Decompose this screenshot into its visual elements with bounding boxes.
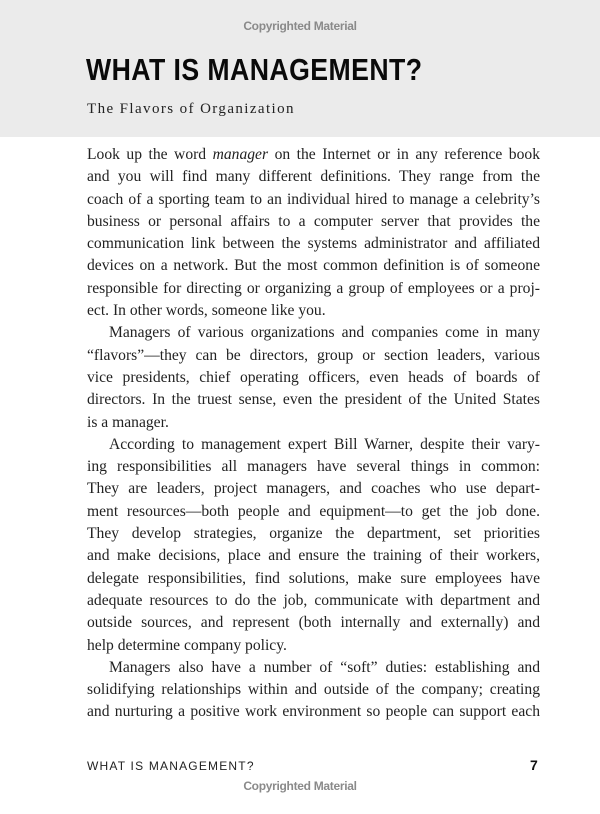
chapter-subtitle: The Flavors of Organization [87,101,295,117]
body-text [87,144,540,724]
text-line: According to management expert Bill Warner, despite their vary- [109,435,540,453]
text-line: “flavors”—they can be directors, group or section leaders, various [87,346,540,364]
text-line: outside sources, and represent (both internally and externally) and [87,614,540,632]
text-line: is a manager. [87,413,169,431]
text-line: help determine company policy. [87,636,287,654]
text-line: ect. In other words, someone like you. [87,302,326,320]
page-number: 7 [530,757,538,773]
text-line: responsible for directing or organizing a group of employees or a proj- [87,279,540,297]
text-line: Managers also have a number of “soft” duties: establishing and [109,658,540,676]
text-line: Managers of various organizations and companies come in many [109,324,540,342]
chapter-title: WHAT IS MANAGEMENT? [86,52,423,87]
text-line: business or personal affairs to a computer server that provides the [87,212,540,230]
paragraph [87,657,540,724]
text-line: vice presidents, chief operating officers, even heads of boards of [87,368,540,386]
text-line: and nurturing a positive work environment so people can support each [87,703,540,721]
text-line: directors. In the truest sense, even the president of the United States [87,391,540,409]
text-line: coach of a sporting team to an individual hired to manage a celebrity’s [87,190,540,208]
text-line: and you will find many different definitions. They range from the [87,168,540,186]
text-line: ing responsibilities all managers have several things in common: [87,458,540,476]
paragraph [87,434,540,657]
text-line: Look up the word manager on the Internet or in any reference book [87,146,540,163]
paragraph [87,144,540,322]
running-footer-title: WHAT IS MANAGEMENT? [87,759,255,773]
text-line: delegate responsibilities, find solutions, make sure employees have [87,569,540,587]
copyright-watermark-bottom: Copyrighted Material [243,779,357,793]
text-line: devices on a network. But the most common definition is of someone [87,257,540,275]
text-line: They are leaders, project managers, and coaches who use depart- [87,480,540,498]
text-line: communication link between the systems administrator and affiliated [87,235,540,253]
text-line: solidifying relationships within and outside of the company; creating [87,681,540,699]
copyright-watermark-top: Copyrighted Material [243,19,357,33]
text-line: and make decisions, place and ensure the training of their workers, [87,547,540,565]
text-line: ment resources—both people and equipment—to get the job done. [87,502,540,520]
paragraph [87,322,540,433]
text-line: adequate resources to do the job, communicate with department and [87,591,540,609]
text-line: They develop strategies, organize the department, set priorities [87,525,540,543]
